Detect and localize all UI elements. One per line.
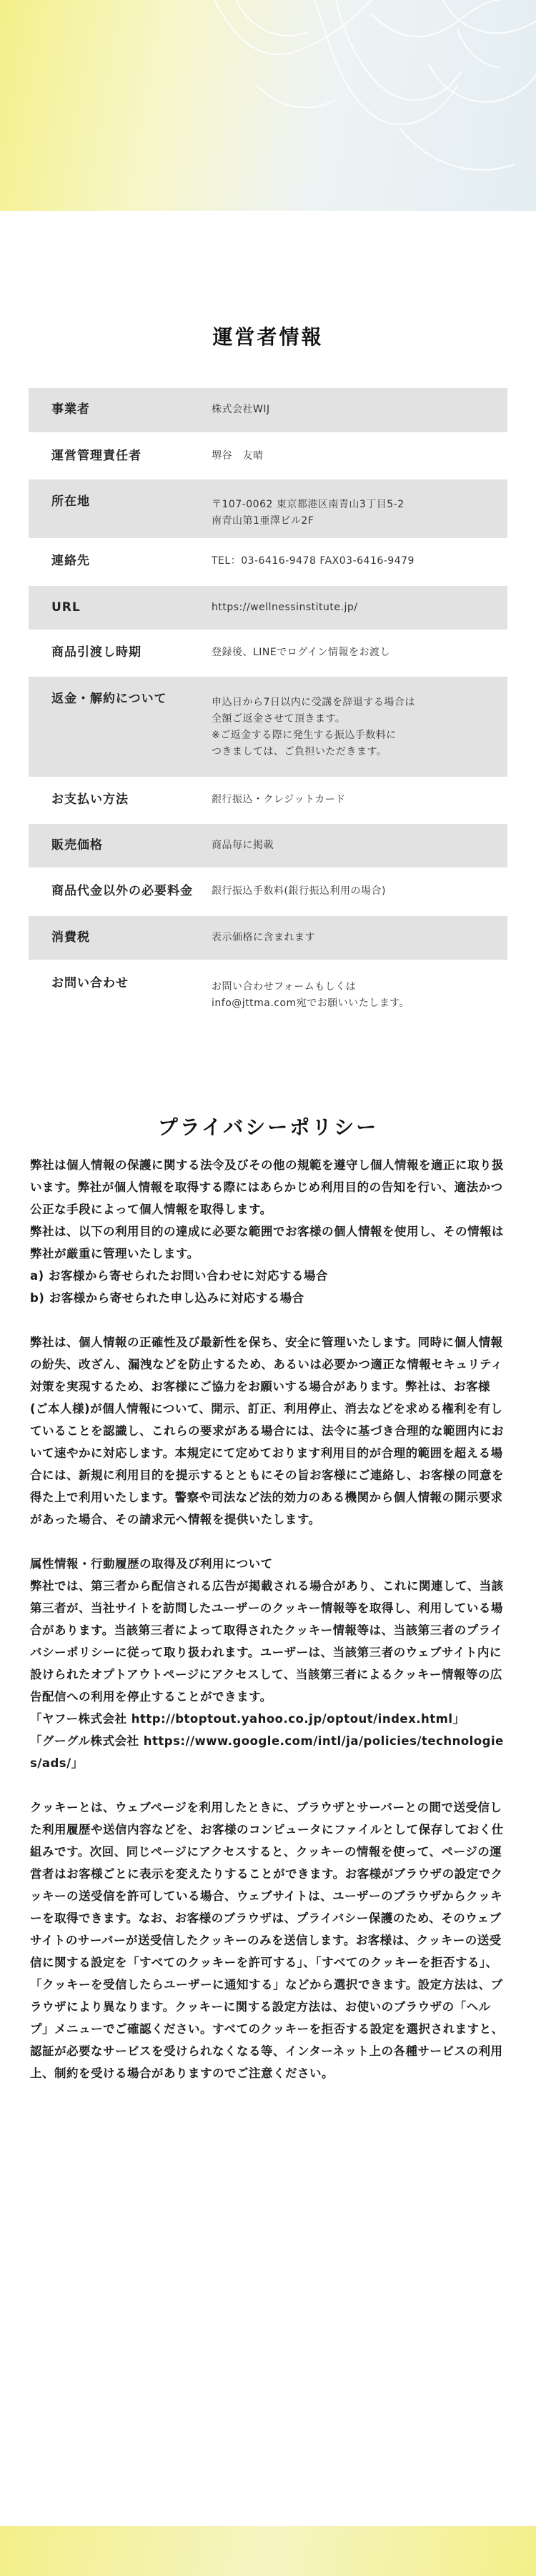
row-label: お支払い方法 (51, 792, 129, 807)
policy-paragraph: 弊社では、第三者から配信される広告が掲載される場合があり、これに関連して、当該第三者が、当社サイトを訪問したユーザーのクッキー情報等を取得し、利用している場合があります。当該第三者によって取得されたクッキー情報等は、当該第三者のプライバシーポリシーに従って取り扱われます。ユーザーは、当該第三者のウェブサイト内に設けられたオプトアウトページにアクセスして、当該第三者によるクッキー情報等の広告配信への利用を停止することができます。 (30, 1579, 504, 1704)
table-row (29, 824, 507, 867)
hero-banner (0, 0, 536, 211)
policy-list-item: b) お客様から寄せられた申し込みに対応する場合 (30, 1291, 304, 1305)
spacer (30, 1309, 507, 1331)
row-label: 連絡先 (51, 554, 90, 568)
table-row (29, 630, 507, 677)
operator-info-table (29, 388, 507, 1025)
row-value: 銀行振込手数料(銀行振込利用の場合) (212, 885, 386, 897)
row-label: 商品引渡し時期 (51, 645, 142, 660)
row-value: TEL：03-6416-9478 FAX03-6416-9479 (212, 555, 415, 567)
row-label: 所在地 (51, 494, 90, 509)
spacer (30, 1531, 507, 1553)
row-label: 運営管理責任者 (51, 449, 142, 463)
table-row (29, 586, 507, 630)
row-value: 登録後、LINEでログイン情報をお渡し (212, 647, 391, 658)
table-row (29, 538, 507, 586)
table-row (29, 479, 507, 538)
table-row (29, 960, 507, 1025)
spacer (30, 1774, 507, 1796)
row-value: 表示価格に含まれます (212, 932, 315, 943)
privacy-policy-body (30, 1154, 507, 2084)
row-value: 商品毎に掲載 (212, 840, 274, 851)
row-value: 申込日から7日以内に受講を辞退する場合は 全額ご返金させて頂きます。 ※ご返金する際に発生する振込手数料に つきましては、ご負担いただきます。 (212, 697, 415, 757)
policy-paragraph: 弊社は、以下の利用目的の達成に必要な範囲でお客様の個人情報を使用し、その情報は弊社が厳重に管理いたします。 (30, 1225, 504, 1260)
table-row (29, 916, 507, 960)
row-label: 消費税 (51, 930, 90, 945)
policy-paragraph: 弊社は個人情報の保護に関する法令及びその他の規範を遵守し個人情報を適正に取り扱います。弊社が個人情報を取得する際にはあらかじめ利用目的の告知を行い、適法かつ公正な手段によって個人情報を取得します。 (30, 1158, 504, 1216)
table-row (29, 677, 507, 777)
row-value: 銀行振込・クレジットカード (212, 794, 346, 805)
website-link[interactable]: https://wellnessinstitute.jp/ (212, 602, 358, 613)
footer-band (0, 2526, 536, 2576)
row-label: お問い合わせ (51, 976, 129, 990)
row-label: 販売価格 (51, 838, 103, 852)
table-row (29, 388, 507, 432)
row-label: URL (51, 600, 81, 615)
policy-paragraph: 弊社は、個人情報の正確性及び最新性を保ち、安全に管理いたします。同時に個人情報の紛失、改ざん、漏洩などを防止するため、あるいは必要かつ適正な情報セキュリティ対策を実現するため、お客様にご協力をお願いする場合があります。弊社は、お客様(ご本人様)が個人情報について、開示、訂正、利用停止、消去などを求める権利を有していることを認識し、これらの要求がある場合には、法令に基づき合理的な範囲内において速やかに対応します。本規定にて定めております利用目的が合理的範囲を超える場合には、新規に利用目的を提示するとともにその旨お客様にご連絡し、お客様の同意を得た上で利用いたします。警察や司法など法的効力のある機関から個人情報の開示要求があった場合、その請求元へ情報を提供いたします。 (30, 1336, 504, 1526)
row-label: 事業者 (51, 402, 90, 417)
table-row (29, 432, 507, 479)
table-row (29, 777, 507, 824)
policy-list-item: a) お客様から寄せられたお問い合わせに対応する場合 (30, 1269, 328, 1283)
row-value: 堺谷 友晴 (212, 450, 264, 462)
optout-link-google[interactable]: 「グーグル株式会社 https://www.google.com/intl/ja/policies/technologies/ads/」 (30, 1734, 504, 1770)
row-value: 〒107-0062 東京都港区南青山3丁目5-2 南青山第1亜澤ビル2F (212, 499, 405, 527)
row-value: お問い合わせフォームもしくは info@jttma.com宛でお願いいたします。 (212, 981, 410, 1009)
operator-info-title: 運営者情報 (212, 325, 324, 349)
policy-subheading: 属性情報・行動履歴の取得及び利用について (30, 1557, 273, 1571)
row-label: 返金・解約について (51, 692, 167, 706)
row-value: 株式会社WIJ (212, 404, 270, 415)
optout-link-yahoo[interactable]: 「ヤフー株式会社 http://btoptout.yahoo.co.jp/optout/index.html」 (30, 1712, 465, 1726)
decorative-line-art (0, 0, 536, 211)
row-label: 商品代金以外の必要料金 (51, 884, 193, 898)
table-row (29, 867, 507, 916)
row-value[interactable] (212, 600, 507, 616)
privacy-policy-title: プライバシーポリシー (157, 1115, 379, 1139)
policy-paragraph: クッキーとは、ウェブページを利用したときに、ブラウザとサーバーとの間で送受信した利用履歴や送信内容などを、お客様のコンピュータにファイルとして保存しておく仕組みです。次回、同じページにアクセスすると、クッキーの情報を使って、ページの運営者はお客様ごとに表示を変えたりすることができます。お客様がブラウザの設定でクッキーの送受信を許可している場合、ウェブサイトは、ユーザーのブラウザからクッキーを取得できます。なお、お客様のブラウザは、プライバシー保護のため、そのウェブサイトのサーバーが送受信したクッキーのみを送信します。お客様は、クッキーの送受信に関する設定を「すべてのクッキーを許可する」、「すべてのクッキーを拒否する」、「クッキーを受信したらユーザーに通知する」などから選択できます。設定方法は、ブラウザにより異なります。クッキーに関する設定方法は、お使いのブラウザの「ヘルプ」メニューでご確認ください。すべてのクッキーを拒否する設定を選択されますと、認証が必要なサービスを受けられなくなる等、インターネット上の各種サービスの利用上、制約を受ける場合がありますのでご注意ください。 (30, 1801, 504, 2080)
